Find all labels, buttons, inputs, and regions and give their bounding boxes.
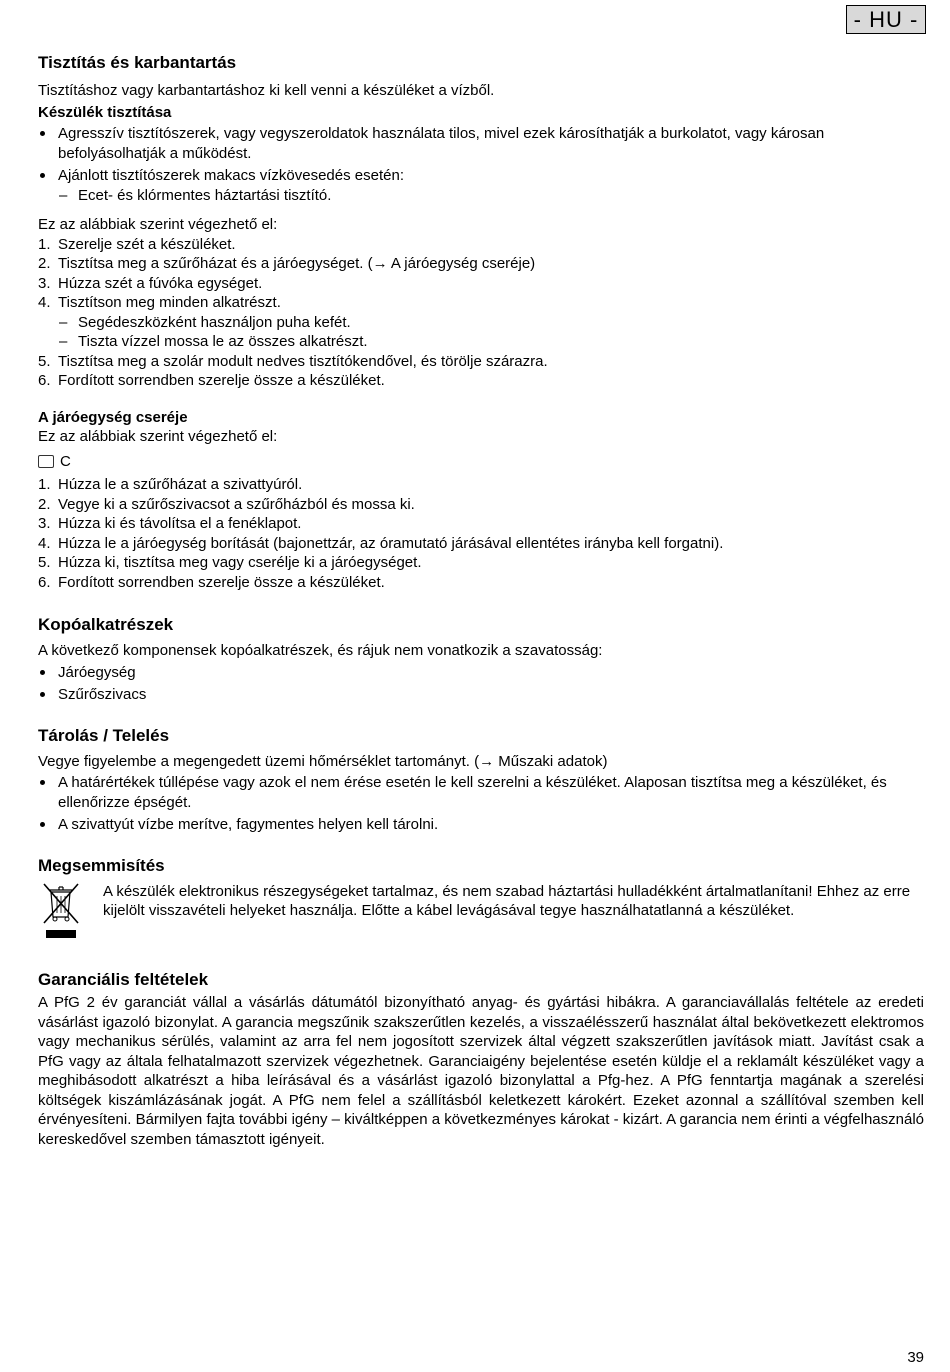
list-item: Agresszív tisztítószerek, vagy vegyszeroldatok használata tilos, mivel ezek károsíthatják a burkolatot, vagy károsan befolyásolhatják a működést. bbox=[38, 124, 924, 163]
disposal-text: A készülék elektronikus részegységeket tartalmaz, és nem szabad háztartási hulladékként ártalmatlanítani! Ehhez az erre kijelölt visszavételi helyeket használja. Előtte a kábel levágásával tegye használhatatlanná a készüléket. bbox=[103, 882, 911, 919]
storage-list bbox=[38, 773, 924, 835]
wear-parts-intro: A következő komponensek kopóalkatrészek, és rájuk nem vonatkozik a szavatosság: bbox=[38, 642, 603, 659]
step-text: Tisztítson meg minden alkatrészt. bbox=[58, 294, 281, 311]
list-item bbox=[38, 514, 924, 534]
list-item bbox=[38, 371, 924, 391]
disposal-block bbox=[38, 882, 924, 948]
list-item: – Ecet- és klórmentes háztartási tisztító. bbox=[38, 186, 924, 206]
step-text: Vegye ki a szűrőszivacsot a szűrőházból és mossa ki. bbox=[58, 495, 415, 513]
step-text: Fordított sorrendben szerelje össze a készüléket. bbox=[58, 372, 385, 389]
step-text: Húzza le a járóegység borítását (bajonettzár, az óramutató járásával ellentétes irányba kell forgatni). bbox=[58, 534, 724, 552]
step-text: Tisztítsa meg a szolár modult nedves tisztítókendővel, és törölje szárazra. bbox=[58, 352, 548, 370]
list-item: – Tiszta vízzel mossa le az összes alkatrészt. bbox=[38, 332, 924, 352]
crossed-out-wheelie-bin-icon bbox=[41, 882, 81, 948]
list-item: – Segédeszközként használjon puha kefét. bbox=[38, 313, 924, 333]
figure-reference-icon bbox=[38, 455, 54, 468]
step-text: Húzza le a szűrőházat a szivattyúról. bbox=[58, 476, 303, 493]
cleaning-steps-continued bbox=[38, 352, 924, 391]
warranty-text: A PfG 2 év garanciát vállal a vásárlás dátumától bizonyítható anyag- és gyártási hibákra. A garanciavállalás feltétele az eredeti vásárlást igazoló bizonylat. A garancia megszűnik szakszerűtlen kezelés, a visszaélésszerű használat által bekövetkezett elektromos vagy mechanikus sérülés, valamint az arra fel nem jogosított szervizek által végzett szakszerűtlen javítások miatt. Javítást csak a PfG vagy az általa felhatalmazott szervizek végezhetnek. Garanciaigény bejelentése esetén küldje el a reklamált készüléket vagy a meghibásodott alkatrészt a hiba leírásával és a vásárlást igazoló bizonylattal a Pfg-hez. A PfG fenntartja magának a szerelési költségek kiszámlázásának jogát. A PfG nem felel a szállításból keletkezett károkért. Ezeket azonnal a szállítóval szemben kell érvényesíteni. Bármilyen fajta további igény – kiváltképpen a következményes károkat - kizárt. A garancia nem érinti a végfelhasználó kereskedővel szemben támasztott igényeit. bbox=[38, 994, 924, 1148]
page-number: 39 bbox=[907, 1348, 924, 1366]
impeller-steps bbox=[38, 475, 924, 592]
list-item bbox=[38, 235, 924, 255]
step-number: 5. bbox=[38, 554, 51, 571]
list-item bbox=[38, 274, 924, 294]
list-item bbox=[38, 573, 924, 593]
list-item bbox=[38, 553, 924, 573]
step-number: 3. bbox=[38, 274, 51, 292]
cleaning-intro: Tisztításhoz vagy karbantartáshoz ki kell venni a készüléket a vízből. bbox=[38, 82, 495, 99]
list-item: Szűrőszivacs bbox=[38, 685, 924, 705]
cleaning-steps bbox=[38, 235, 924, 313]
procedure-intro: Ez az alábbiak szerint végezhető el: bbox=[38, 216, 278, 233]
warranty-section bbox=[38, 993, 924, 1149]
figure-reference bbox=[38, 452, 924, 472]
impeller-title: A járóegység cseréje bbox=[38, 408, 188, 426]
list-item bbox=[38, 534, 924, 554]
storage-title: Tárolás / Telelés bbox=[38, 725, 170, 745]
wear-parts-list bbox=[38, 663, 924, 705]
figure-reference-label: C bbox=[60, 452, 71, 470]
list-item: Ajánlott tisztítószerek makacs vízkövesedés esetén: bbox=[38, 166, 924, 186]
wear-parts-title: Kopóalkatrészek bbox=[38, 615, 174, 634]
disposal-title: Megsemmisítés bbox=[38, 855, 165, 875]
step4-dash-list bbox=[38, 313, 924, 352]
step-number: 6. bbox=[38, 372, 51, 389]
step-number: 5. bbox=[38, 352, 51, 370]
step-number: 1. bbox=[38, 476, 51, 493]
step-number: 2. bbox=[38, 495, 51, 513]
list-item bbox=[38, 352, 924, 372]
page-content bbox=[38, 52, 924, 1149]
step-number: 2. bbox=[38, 255, 51, 272]
step-text: Húzza ki és távolítsa el a fenéklapot. bbox=[58, 515, 302, 532]
list-item: A szivattyút vízbe merítve, fagymentes helyen kell tárolni. bbox=[38, 815, 924, 835]
warranty-title: Garanciális feltételek bbox=[38, 970, 209, 989]
cleaning-title: Tisztítás és karbantartás bbox=[38, 53, 237, 72]
list-item bbox=[38, 254, 924, 274]
cleaner-dash-list bbox=[38, 186, 924, 206]
device-cleaning-subtitle: Készülék tisztítása bbox=[38, 103, 172, 121]
list-item: Járóegység bbox=[38, 663, 924, 683]
step-number: 1. bbox=[38, 235, 51, 253]
list-item bbox=[38, 293, 924, 313]
impeller-intro: Ez az alábbiak szerint végezhető el: bbox=[38, 428, 278, 445]
list-item bbox=[38, 475, 924, 495]
step-text: Húzza ki, tisztítsa meg vagy cserélje ki a járóegységet. bbox=[58, 554, 422, 571]
step-number: 3. bbox=[38, 515, 51, 532]
step-number: 6. bbox=[38, 573, 51, 591]
step-number: 4. bbox=[38, 534, 51, 552]
list-item: A határértékek túllépése vagy azok el nem érése esetén le kell szerelni a készüléket. Alaposan tisztítsa meg a készüléket, és ellenőrizze épségét. bbox=[38, 773, 924, 812]
step-text: Húzza szét a fúvóka egységet. bbox=[58, 274, 263, 292]
step-text: Fordított sorrendben szerelje össze a készüléket. bbox=[58, 573, 385, 591]
cleaning-bullet-list bbox=[38, 124, 924, 186]
language-badge: - HU - bbox=[846, 5, 926, 34]
step-text: Tisztítsa meg a szűrőházat és a járóegységet. (→ A járóegység cseréje) bbox=[58, 255, 536, 272]
storage-intro: Vegye figyelembe a megengedett üzemi hőmérséklet tartományt. (→ Műszaki adatok) bbox=[38, 752, 608, 770]
step-text: Szerelje szét a készüléket. bbox=[58, 235, 236, 253]
step-number: 4. bbox=[38, 294, 51, 311]
list-item bbox=[38, 495, 924, 515]
